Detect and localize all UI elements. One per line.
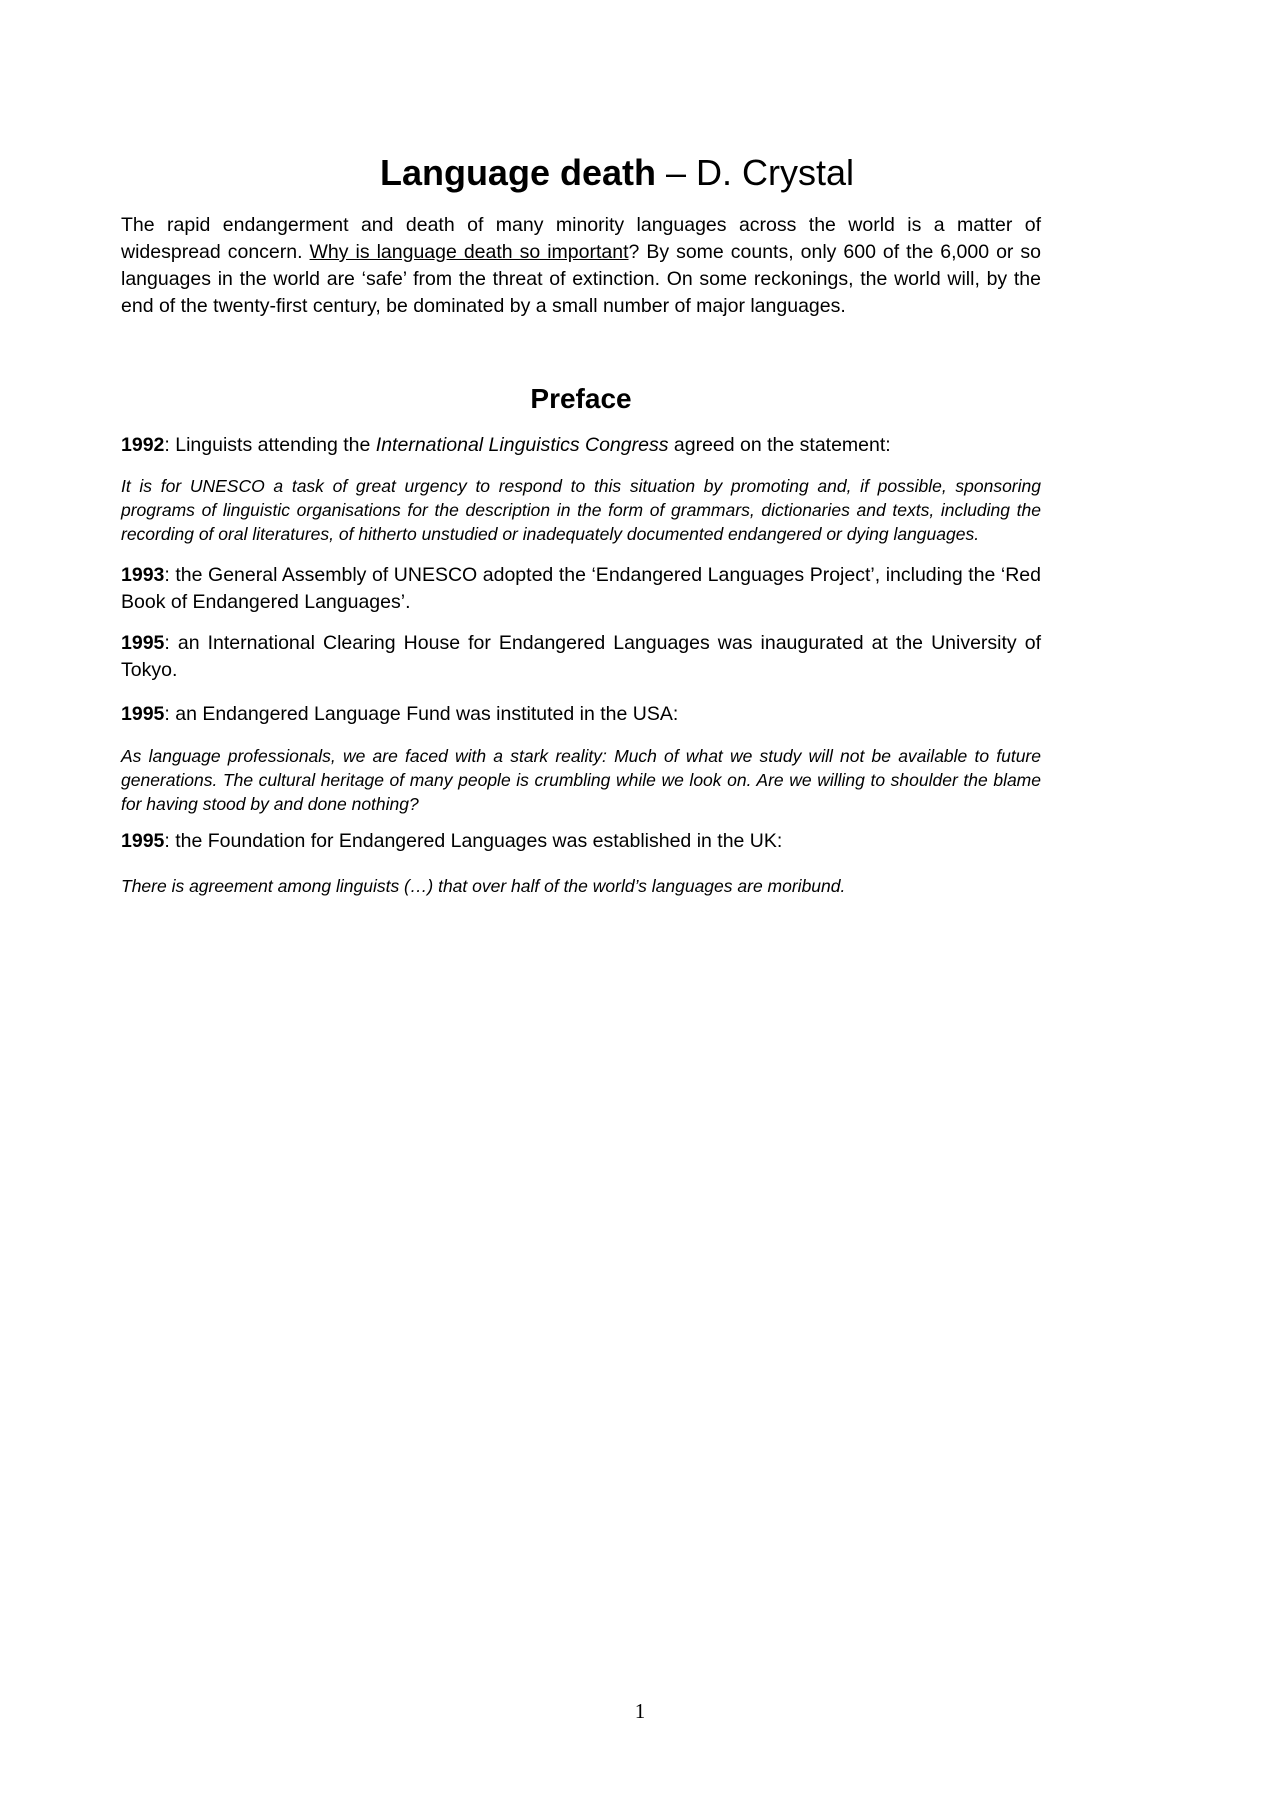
document-title — [121, 150, 1041, 196]
timeline-entry-1995-uk — [121, 828, 1041, 855]
document-page — [121, 150, 1041, 898]
timeline-entry-1993 — [121, 562, 1041, 616]
entry-text: : the Foundation for Endangered Languages was established in the UK: — [164, 830, 783, 852]
quote-unesco-statement: It is for UNESCO a task of great urgency to respond to this situation by promoting and, if possible, sponsoring programs of linguistic organisations for the description in the form of grammars, dictionaries and texts, including the recording of oral literatures, of hitherto unstudied or inadequately documented endangered or dying languages. — [121, 476, 1041, 544]
intro-paragraph — [121, 212, 1041, 320]
entry-text: : the General Assembly of UNESCO adopted the ‘Endangered Languages Project’, including the ‘Red Book of Endangered Languages’. — [121, 564, 1041, 613]
timeline-entry-1995-usa — [121, 701, 1041, 728]
title-main: Language death — [379, 152, 656, 193]
intro-text-end: ? By some counts, only 600 of the 6,000 or so languages in the world are ‘safe’ from the threat of extinction. On some reckonings, the world will, by the end of the twenty-first century, be dominated by a small number of major languages. — [121, 241, 1041, 317]
intro-text-start: The rapid endangerment and death of many minority languages across the world is a matter of widespread concern. — [121, 214, 1041, 263]
quote-moribund-languages: There is agreement among linguists (…) that over half of the world’s languages are moribund. — [121, 876, 846, 896]
timeline-entry-1995-tokyo — [121, 630, 1041, 684]
title-author: – D. Crystal — [655, 152, 855, 193]
entry-year: 1993 — [121, 564, 165, 586]
preface-heading: Preface — [530, 383, 632, 414]
quote-language-professionals: As language professionals, we are faced with a stark reality: Much of what we study will not be available to future generations. The cultural heritage of many people is crumbling while we look on. Are we willing to shoulder the blame for having stood by and done nothing? — [121, 746, 1041, 814]
entry-italic-congress: International Linguistics Congress — [375, 434, 669, 456]
page-number: 1 — [634, 1699, 646, 1723]
intro-underlined-question: Why is language death so important — [309, 241, 629, 263]
entry-text: : an Endangered Language Fund was instituted in the USA: — [164, 703, 679, 725]
entry-text: : an International Clearing House for Endangered Languages was inaugurated at the University of Tokyo. — [121, 632, 1041, 681]
entry-year: 1995 — [121, 830, 165, 852]
entry-year: 1992 — [121, 434, 165, 456]
entry-year: 1995 — [121, 632, 165, 654]
entry-text: : Linguists attending the — [164, 434, 376, 456]
entry-text: agreed on the statement: — [668, 434, 891, 456]
entry-year: 1995 — [121, 703, 165, 725]
timeline-entry-1992 — [121, 432, 1041, 459]
